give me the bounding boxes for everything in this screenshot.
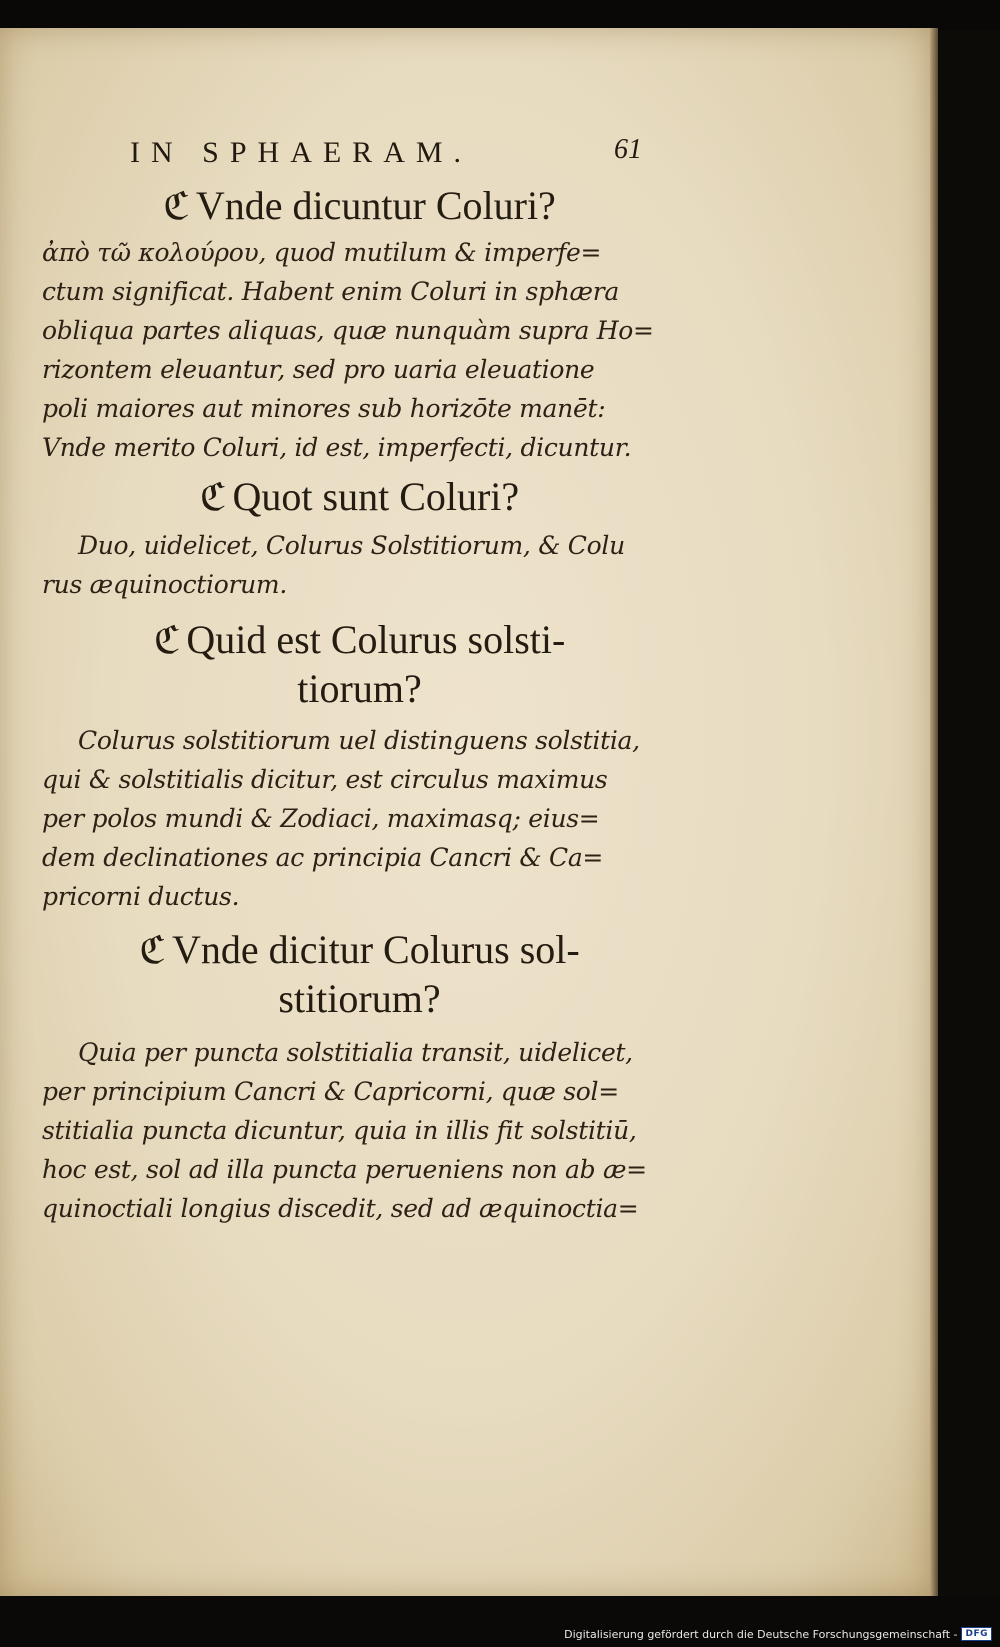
section-heading [42, 182, 677, 231]
text-line: stitialia puncta dicuntur, quia in illis fit solstitiū, [42, 1116, 637, 1145]
section-heading [42, 616, 677, 713]
digitization-credit [564, 1627, 992, 1641]
heading-text: stitiorum? [278, 976, 441, 1021]
dfg-logo: DFG [961, 1627, 992, 1641]
paragraph-mark-icon: ℭ [153, 620, 181, 662]
text-line: Duo, uidelicet, Colurus Solstitiorum, & Colu [78, 531, 625, 560]
text-line: per principium Cancri & Capricorni, quæ sol= [42, 1077, 619, 1106]
text-line: qui & solstitialis dicitur, est circulus maximus [42, 765, 608, 794]
text-line: rus æquinoctiorum. [42, 570, 287, 599]
text-line: dem declinationes ac principia Cancri & Ca= [42, 843, 604, 872]
paragraph-mark-icon: ℭ [199, 477, 227, 519]
text-line: ἀπὸ τῶ κολούρου, quod mutilum & imperfe= [42, 238, 602, 267]
page-number: 61 [614, 134, 642, 165]
text-line: hoc est, sol ad illa puncta perueniens non ab æ= [42, 1155, 647, 1184]
running-head [42, 136, 677, 180]
heading-text: Quot sunt Coluri? [232, 474, 520, 519]
text-line: obliqua partes aliquas, quæ nunquàm supra Ho= [42, 316, 654, 345]
text-line: per polos mundi & Zodiaci, maximasq; eius= [42, 804, 600, 833]
page-text-block [42, 136, 677, 1228]
section-heading [42, 473, 677, 522]
text-line: Quia per puncta solstitialia transit, uidelicet, [78, 1038, 633, 1067]
credit-text: Digitalisierung gefördert durch die Deutsche Forschungsgemeinschaft - [564, 1627, 958, 1641]
heading-text: Quid est Colurus solsti- [186, 617, 566, 662]
heading-text: Vnde dicitur Colurus sol- [171, 927, 580, 972]
heading-text: Vnde dicuntur Coluri? [195, 183, 556, 228]
text-line: rizontem eleuantur, sed pro uaria eleuatione [42, 355, 595, 384]
text-line: ctum significat. Habent enim Coluri in sphæra [42, 277, 619, 306]
section-paragraph [42, 721, 677, 916]
section-paragraph [42, 1033, 677, 1228]
text-line: Colurus solstitiorum uel distinguens solstitia, [78, 726, 640, 755]
page-edge [930, 28, 938, 1596]
section-paragraph [42, 233, 677, 467]
paragraph-mark-icon: ℭ [139, 930, 166, 972]
text-line: quinoctiali longius discedit, sed ad æquinoctia= [42, 1194, 639, 1223]
running-head-title: IN SPHAERAM. [130, 136, 473, 169]
scan-top-border [0, 0, 1000, 30]
book-page [0, 28, 930, 1596]
scan-bottom-border [0, 1596, 1000, 1647]
text-line: poli maiores aut minores sub horizōte manēt: [42, 394, 606, 423]
heading-text: tiorum? [297, 666, 422, 711]
section-paragraph [42, 526, 677, 604]
text-line: Vnde merito Coluri, id est, imperfecti, dicuntur. [42, 433, 632, 462]
text-line: pricorni ductus. [42, 882, 240, 911]
paragraph-mark-icon: ℭ [163, 186, 190, 228]
section-heading [42, 926, 677, 1023]
